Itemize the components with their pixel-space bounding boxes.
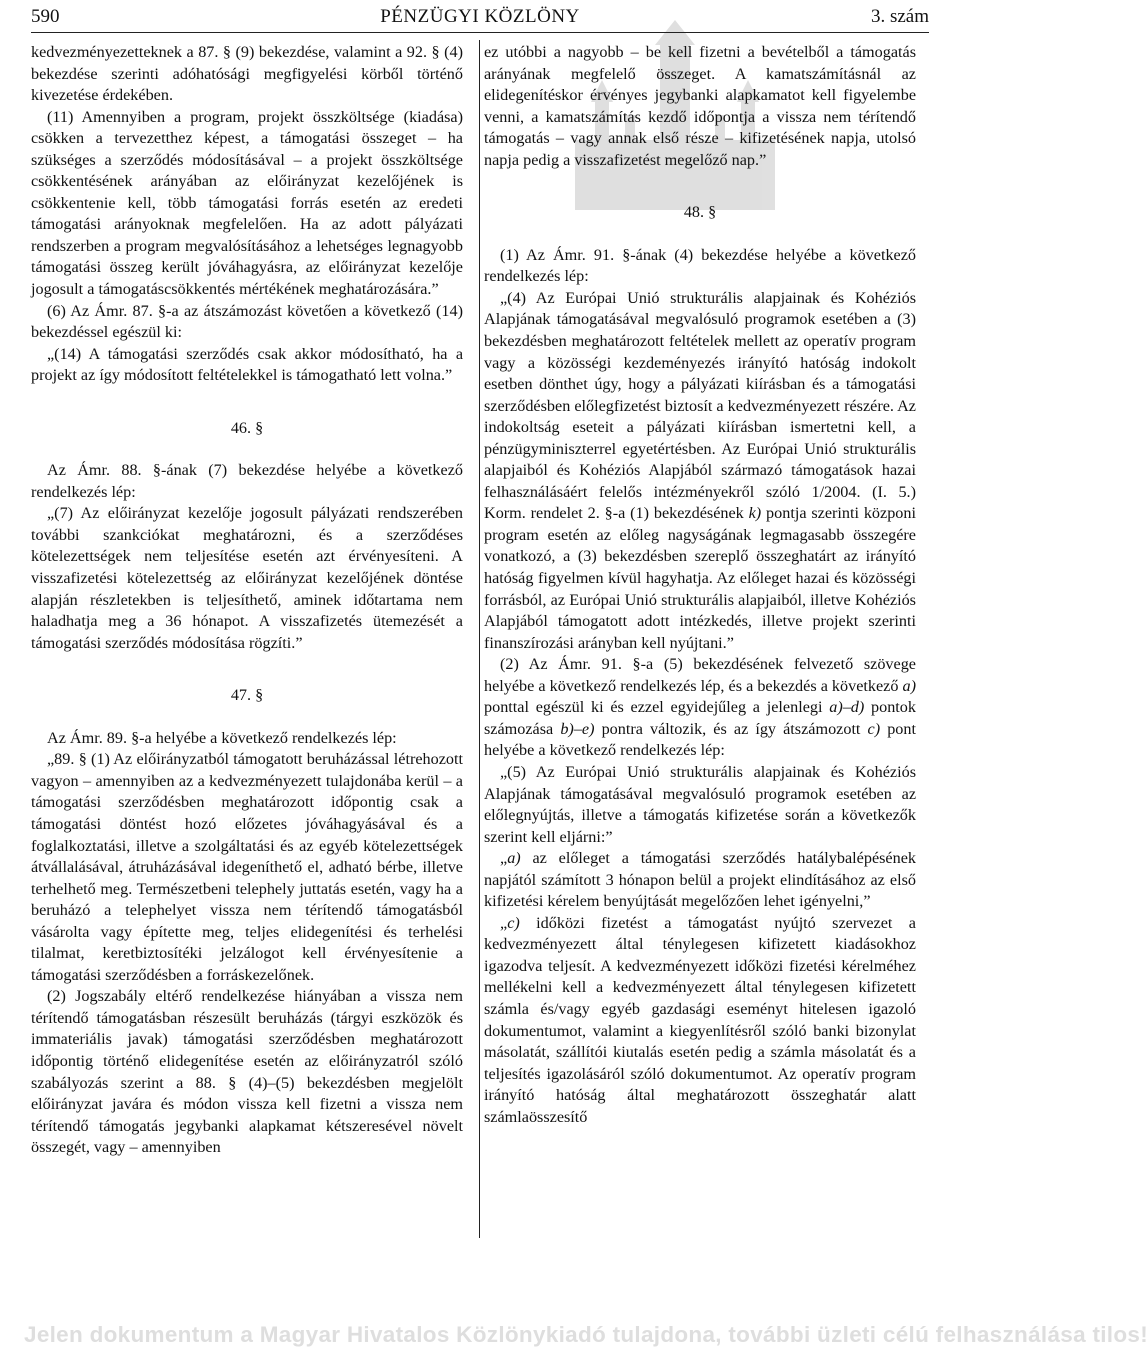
column-divider — [479, 40, 480, 1238]
quoted-paragraph: „(7) Az előirányzat kezelője jogosult pályázati rendszerében további szankciókat meghatározni, és a szerződéses kötelezettségek nem teljesítése esetén azt érvényesíteni. A visszafizetési kötelezettség az előirányzat kezelőjének döntése alapján részletekben is teljesíthető, aminek időtartama nem haladhatja meg a 36 hónapot. A visszafizetés ütemezését a támogatási szerződés módosítása rögzíti.” — [31, 504, 463, 652]
paragraph: (1) Az Ámr. 91. §-ának (4) bekezdése helyébe a következő rendelkezés lép: — [484, 245, 916, 286]
left-column — [31, 42, 463, 1159]
header-divider — [31, 32, 929, 33]
point-reference: b)–e) — [560, 719, 595, 738]
section-heading-47: 47. § — [230, 686, 264, 705]
text-run: az előleget a támogatási szerződés hatálybalépésének napjától számított 3 hónapon belül a projekt elindításához az első kifizetési kérelem benyújtását megelőzően lehet igényelni,” — [484, 849, 916, 911]
section-heading-46: 46. § — [230, 418, 264, 437]
paragraph: (6) Az Ámr. 87. §-a az átszámozást követően a következő (14) bekezdéssel egészül ki: — [31, 301, 463, 342]
text-run: „(4) Az Európai Unió strukturális alapjainak és Kohéziós Alapjának támogatásával megvalósuló programok esetében a (3) bekezdésben meghatározott feltételek mellett az operatív program vagy a közösségi kezdeményezés irányító hatóság indokolt esetben dönthet úgy, hogy a pályázati kiírásban és a támogatási szerződésben előlegfizetést biztosít a kedvezményezett részére. Az indokoltság eseteit a pályázati kiírásban ismertetni kell, a pénzügyminiszterrel egyetértésben. Az Európai Unió strukturális alapjaiból és Kohéziós Alapjából származó támogatások hazai felhasználásáért felelős intézményekről szóló 1/2004. (I. 5.) Korm. rendelet 2. §-a (1) bekezdésének — [484, 288, 916, 523]
point-reference: c) — [507, 913, 520, 932]
paragraph: ez utóbbi a nagyobb – be kell fizetni a bevételből a támogatás arányának megfelelő összeget. A kamatszámításnál az elidegenítéskor érvényes jegybanki alapkamatot kell figyelembe venni, a kamatszámítás kezdő időpontja a vissza nem térítendő támogatás – vagy annak első része – kifizetésének napja, utolsó napja pedig a visszafizetést megelőző nap.” — [484, 43, 916, 169]
paragraph: (2) Jogszabály eltérő rendelkezése hiányában a vissza nem térítendő támogatásban részesült beruházás (tárgyi eszközök és immateriális javak) támogatási szerződésben meghatározott időpontig történő elidegenítése esetén az előirányzatról szóló szabályozás szerint a 88. § (4)–(5) bekezdésben megjelölt előirányzat javára és módon vissza kell fizetni a vissza nem térítendő támogatás jegybanki alapkamat kétszeresével növelt összegét, vagy – amennyiben — [31, 987, 463, 1157]
point-reference: a)–d) — [829, 698, 865, 717]
page-number: 590 — [31, 6, 60, 27]
section-heading-48: 48. § — [683, 203, 717, 222]
text-run: pontra változik, és az így átszámozott — [594, 719, 868, 738]
point-reference: c) — [867, 719, 881, 738]
quoted-paragraph: „(5) Az Európai Unió strukturális alapjainak és Kohéziós Alapjának támogatásával megvalósuló programok esetében az előlegnyújtás, illetve a támogatás kifizetése során a következők szerint kell eljárni:” — [484, 762, 916, 846]
paragraph: Az Ámr. 88. §-ának (7) bekezdése helyébe a következő rendelkezés lép: — [31, 461, 463, 501]
text-run: pontja szerinti közponi program esetén az előleg nagyságának legmagasabb összegére vonatkozó, a (3) bekezdésben szereplő összeghatárt az irányító hatóság figyelmen kívül hagyhatja. Az előleget hazai és közösségi forrásból, az Európai Unió strukturális alapjaiból, illetve Kohéziós Alapjából támogatott adott intézkedés, illetve projekt szerinti finanszírozási arányban kell nyújtani.” — [484, 504, 916, 652]
paragraph: Az Ámr. 89. §-a helyébe a következő rendelkezés lép: — [47, 728, 397, 747]
paragraph: (11) Amennyiben a program, projekt összköltsége (kiadása) csökken a tervezetthez képest, a támogatási összeget – ha szükséges a szerződés módosításával – a projekt összköltsége csökkentésének arányában az előirányzat kezelőjének is csökkentenie kell, több támogatási forrás esetén az eredeti támogatási arányoknak megfelelően. Ha az adott pályázati rendszerben a program megvalósításához a lehetséges legnagyobb támogatási összeg került jóváhagyásra, az előirányzat kezelője jogosult a támogatáscsökkentés mértékének meghatározására.” — [31, 107, 463, 299]
quoted-paragraph — [484, 848, 916, 913]
quoted-paragraph — [484, 913, 916, 1128]
point-reference: a) — [507, 849, 521, 868]
paragraph: kedvezményezetteknek a 87. § (9) bekezdése, valamint a 92. § (4) bekezdése szerinti adóhatósági megfigyelési körből történő kivezetése érdekében. — [31, 43, 463, 105]
text-run: pont helyébe a következő rendelkezés lép: — [484, 719, 916, 760]
footer-watermark-text: Jelen dokumentum a Magyar Hivatalos Közlönykiadó tulajdona, további üzleti célú felhasználása tilos! — [24, 1322, 1148, 1347]
publication-title: PÉNZÜGYI KÖZLÖNY — [380, 6, 580, 27]
quoted-paragraph: „(14) A támogatási szerződés csak akkor módosítható, ha a projekt az így módosított feltételekkel is támogatható lett volna.” — [31, 344, 463, 385]
point-reference: k) — [748, 504, 762, 523]
text-run: pontok számozása — [484, 698, 916, 738]
quoted-paragraph: „89. § (1) Az előirányzatból támogatott beruházással létrehozott vagyon – amennyiben az a kedvezményezett tulajdonába kerül – a támogatási szerződésben meghatározott időpontig csak a támogatási döntést hozó előzetes jóváhagyásával és a foglalkoztatási, illetve a szolgáltatási és az egyéb kötelezettségek átvállalásával, átruházásával idegeníthető el, adható bérbe, illetve terhelhető meg. Természetbeni telephely juttatás esetén, vagy ha a beruházó a telephelyet vissza nem térítendő támogatásból vásárolta vagy építette meg, teljes elidegenítési és terhelési tilalmat, keretbiztosítéki jelzálogot kell érvényesítenie a támogatási szerződésben a forráskezelőnek. — [31, 750, 463, 984]
right-column — [484, 42, 916, 1128]
text-run: ponttal egészül ki és ezzel egyidejűleg a jelenlegi — [484, 698, 830, 717]
text-run: (2) Az Ámr. 91. §-a (5) bekezdésének felvezető szövege helyébe a következő rendelkezés lép, és a bekezdés a következő — [484, 655, 916, 695]
text-run: „ — [500, 849, 508, 868]
issue-number: 3. szám — [870, 6, 929, 27]
point-reference: a) — [902, 676, 916, 695]
text-run: „ — [500, 913, 508, 932]
paragraph — [484, 654, 916, 762]
text-run: időközi fizetést a támogatást nyújtó szervezet a kedvezményezett által ténylegesen kifizetett kiadásokhoz igazodva teljesít. A kedvezményezett időközi fizetési kérelméhez mellékelni kell a kedvezményezett által ténylegesen kifizetett számla és/vagy egyéb gazdasági eseményt hitelesen igazoló dokumentumot, valamint a kiegyenlítésről szóló banki bizonylat másolatát, szállítói kiutalás esetén pedig a számla másolatát és a teljesítés igazolásáról szóló dokumentumot. Az operatív program irányító hatóság által meghatározott összeghatár alatt számlaösszesítő — [484, 913, 916, 1126]
quoted-paragraph — [484, 288, 916, 654]
page-header — [31, 4, 929, 34]
